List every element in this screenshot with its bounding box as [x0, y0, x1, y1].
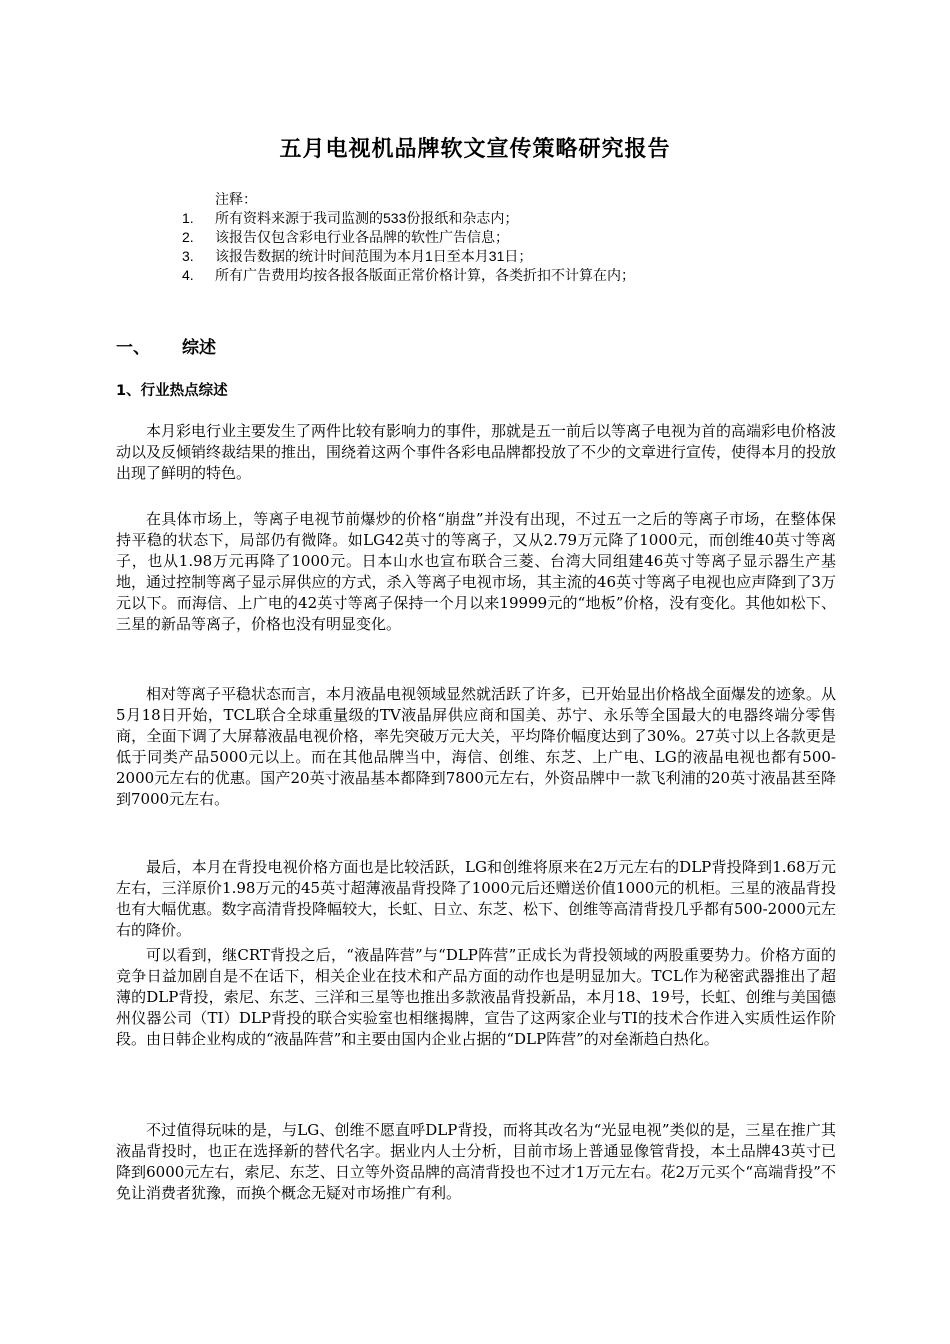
- body-paragraph: 不过值得玩味的是，与LG、创维不愿直呼DLP背投，而将其改名为“光显电视”类似的是，三星在推广其液晶背投时，也正在选择新的替代名字。据业内人士分析，目前市场上普通显像管背投，本土品牌43英寸已降到6000元左右，索尼、东芝、日立等外资品牌的高清背投也不过才1万元左右。花2万元买个“高端背投”不免让消费者犹豫，而换个概念无疑对市场推广有利。: [116, 1121, 836, 1202]
- note-text: 该报告仅包含彩电行业各品牌的软性广告信息；: [215, 229, 509, 245]
- subsection-heading: 1、行业热点综述: [116, 383, 228, 399]
- body-paragraph: 可以看到，继CRT背投之后，“液晶阵营”与“DLP阵营”正成长为背投领域的两股重要势力。价格方面的竞争日益加剧自是不在话下，相关企业在技术和产品方面的动作也是明显加大。TCL作为秘密武器推出了超薄的DLP背投，索尼、东芝、三洋和三星等也推出多款液晶背投新品，本月18、19号，长虹、创维与美国德州仪器公司（TI）DLP背投的联合实验室也相继揭牌，宣告了这两家企业与TI的技术合作进入实质性运作阶段。由日韩企业构成的“液晶阵营”和主要由国内企业占据的“DLP阵营”的对垒渐趋白热化。: [116, 946, 836, 1048]
- section-heading: [116, 333, 216, 358]
- document-title: 五月电视机品牌软文宣传策略研究报告: [279, 136, 671, 162]
- note-text: 所有资料来源于我司监测的533份报纸和杂志内；: [215, 210, 519, 226]
- body-paragraph: 相对等离子平稳状态而言，本月液晶电视领域显然就活跃了许多，已开始显出价格战全面爆发的迹象。从5月18日开始，TCL联合全球重量级的TV液晶屏供应商和国美、苏宁、永乐等全国最大的电器终端分零售商，全面下调了大屏幕液晶电视价格，率先突破万元大关，平均降价幅度达到了30%。27英寸以上各款更是低于同类产品5000元以上。而在其他品牌当中，海信、创维、东芝、上广电、LG的液晶电视也都有500-2000元左右的优惠。国产20英寸液晶基本都降到7800元左右，外资品牌中一款飞利浦的20英寸液晶甚至降到7000元左右。: [116, 685, 837, 808]
- body-paragraph: 本月彩电行业主要发生了两件比较有影响力的事件，那就是五一前后以等离子电视为首的高端彩电价格波动以及反倾销终裁结果的推出，围绕着这两个事件各彩电品牌都投放了不少的文章进行宣传，使得本月的投放出现了鲜明的特色。: [116, 422, 837, 482]
- note-item: [182, 228, 509, 247]
- section-number: 一、: [116, 338, 150, 358]
- note-number: 4.: [182, 267, 194, 283]
- note-number: 2.: [182, 229, 194, 245]
- note-item: [182, 247, 532, 266]
- note-text: 所有广告费用均按各报各版面正常价格计算，各类折扣不计算在内；: [215, 267, 635, 283]
- notes-heading: 注释：: [215, 191, 257, 207]
- section-title: 综述: [182, 338, 216, 358]
- body-paragraph: 在具体市场上，等离子电视节前爆炒的价格“崩盘”并没有出现，不过五一之后的等离子市场，在整体保持平稳的状态下，局部仍有微降。如LG42英寸的等离子，又从2.79万元降了1000元，而创维40英寸等离子，也从1.98万元再降了1000元。日本山水也宣布联合三菱、台湾大同组建46英寸等离子显示器生产基地，通过控制等离子显示屏供应的方式，杀入等离子电视市场，其主流的46英寸等离子电视也应声降到了3万元以下。而海信、上广电的42英寸等离子保持一个月以来19999元的“地板”价格，没有变化。其他如松下、三星的新品等离子，价格也没有明显变化。: [116, 510, 836, 633]
- note-item: [182, 209, 518, 228]
- body-paragraph: 最后，本月在背投电视价格方面也是比较活跃，LG和创维将原来在2万元左右的DLP背投降到1.68万元左右，三洋原价1.98万元的45英寸超薄液晶背投降了1000元后还赠送价值1000元的机柜。三星的液晶背投也有大幅优惠。数字高清背投降幅较大，长虹、日立、东芝、松下、创维等高清背投几乎都有500-2000元左右的降价。: [116, 858, 836, 939]
- note-item: [182, 266, 635, 285]
- note-number: 3.: [182, 248, 194, 264]
- note-text: 该报告数据的统计时间范围为本月1日至本月31日；: [215, 248, 533, 264]
- note-number: 1.: [182, 210, 194, 226]
